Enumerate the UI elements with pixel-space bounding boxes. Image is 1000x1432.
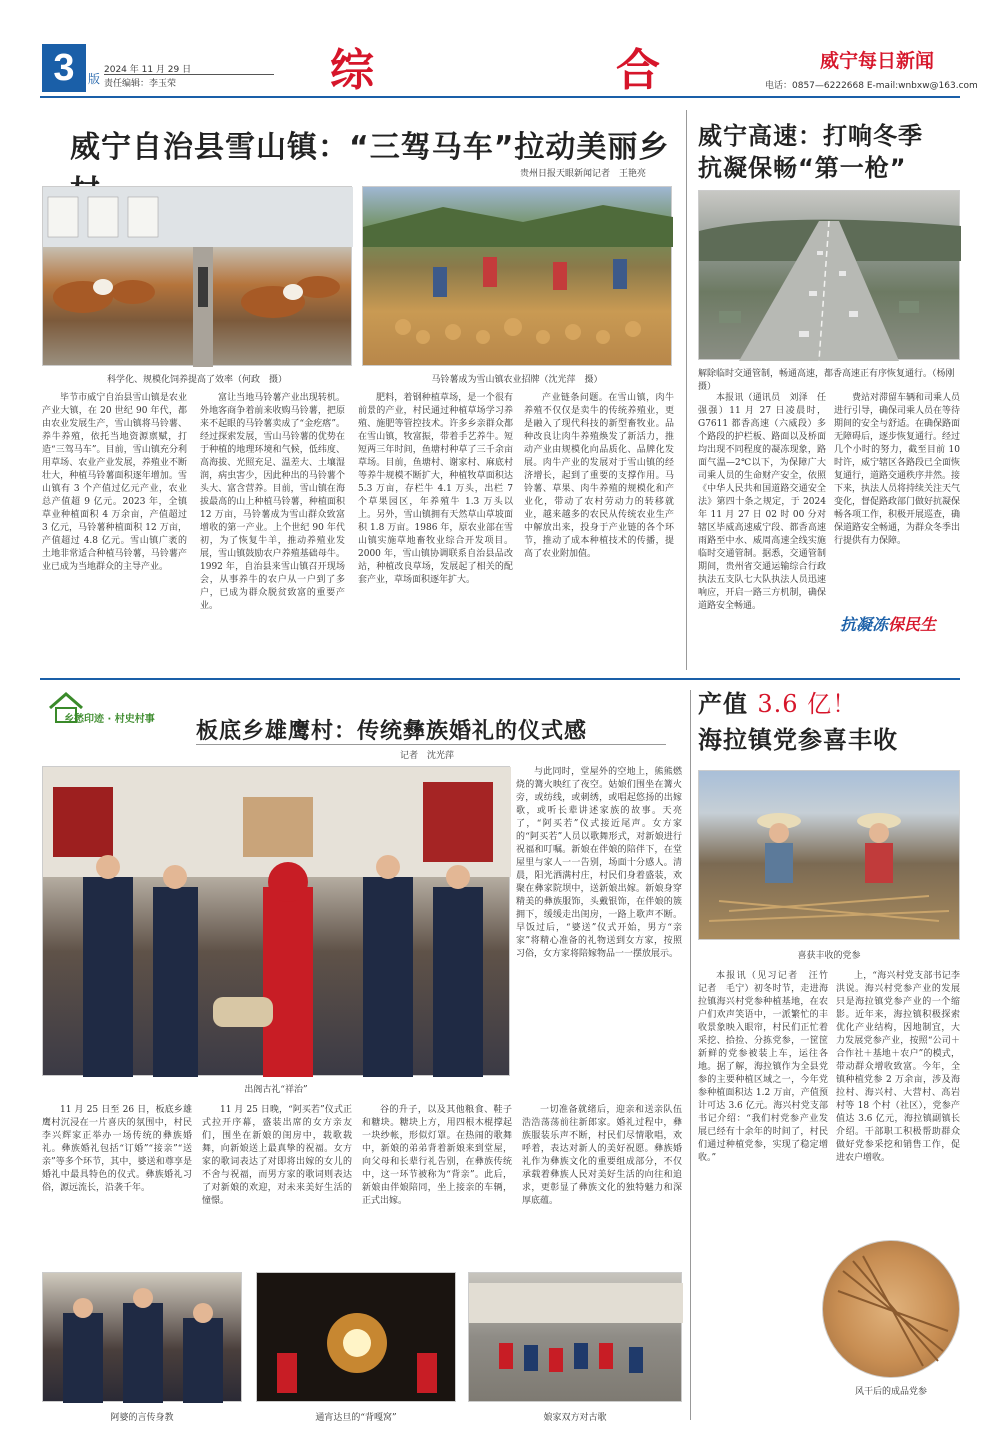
article1-photo2-caption: 马铃薯成为雪山镇农业招牌（沈光萍 摄） [431, 375, 603, 385]
article3-headline-rule [196, 744, 666, 745]
article1-col-3 [358, 392, 513, 672]
article3-col-c [362, 1104, 512, 1264]
article4-photo-harvest [698, 770, 960, 940]
article1-col-3-text: 肥料，着钢种植草场，是一个很有前景的产业，村民通过种植草场学习养殖、施肥等管控技术。许多乡亲群众都在雪山镇，牧富振，带着手艺养牛。短短两三年时间，鱼塘村种草了三千余亩草场。目前，鱼塘村、谢家村、麻底村等养牛规模不断扩大，种植牧草面积达 5.3 万亩，存栏牛 4.1 万头，出栏 7 个草果园区，年养殖牛 1.3 万头以上。另外，雪山镇拥有天然草山草坡面积 1.8 万亩。1986 年，原农业部在雪山镇实施草地畜牧业综合开发项目。2000 年，雪山镇协调联系自治县品改站，种植改良草场，发展起了相关的配套产业，草场面积逐年扩大。 [358, 393, 513, 585]
article4-col-2-text: 上，“海兴村党支部书记李洪说。海兴村党参产业的发展只是海拉镇党参产业的一个缩影。近年来，海拉镇积极探索优化产业结构，因地制宜，大力发展党参产业，按照“公司＋合作社＋基地＋农户”的模式，带动群众增收致富。今年，全镇种植党参 2 万余亩，涉及海拉村、海兴村、大营村、高岩村等 18 个村（社区），党参产值达 3.6 亿元，海拉镇副镇长介绍。干部职工积极帮助群众做好党参采挖和销售工作，促进农户增收。 [836, 971, 960, 1163]
article3-col-right-text: 与此同时，堂屋外的空地上，熊熊燃烧的篝火映红了夜空。姑娘们围坐在篝火旁，或纺线，或刺绣，或唱起悠扬的出嫁歌，或听长辈讲述家族的故事。天亮了，“阿买若”仪式接近尾声。女方家的“阿买若”人员以歌舞形式，对新娘进行祝福和叮嘱。新娘在伴娘的陪伴下，在堂屋里与家人一一告别，场面十分感人。清晨，阳光洒满村庄，村民们身着盛装，欢聚在彝家院坝中，送新娘出嫁。新娘身穿精美的彝族服饰，头戴银饰，在伴娘的簇拥下，缓缓走出闺房，一路上歌声不断。早饭过后，“婆送”仪式开始，男方“亲家”将精心准备的礼物送到女方家，按照习俗，女方家将陪嫁物品一一摆放展示。 [516, 767, 682, 959]
article1-col-4 [524, 392, 674, 672]
tagline-part-b: 保民生 [888, 615, 937, 634]
column-divider [686, 110, 687, 670]
article4-headline-num: 3.6 亿！ [757, 690, 858, 718]
article3-col-c-text: 谷的升子，以及其他粮食、鞋子和糖块。糖块上方，用四根木棍撑起一块纱帐，形似灯罩。在热闹的歌舞中，新娘的弟弟背着新娘来到堂屋，向父母和长辈行礼告别，在彝族传统中，这一环节被称为“背亲”。此后，新娘由伴娘陪同，坐上接亲的车辆，正式出嫁。 [362, 1105, 512, 1206]
article3-col-b [202, 1104, 352, 1264]
article3-photo-b3-caption: 娘家双方对古歌 [543, 1413, 607, 1423]
article2-headline-line1: 威宁高速：打响冬季 [698, 122, 923, 150]
article1-col-2-text: 富让当地马铃薯产业出现转机。外地客商争着前来收购马铃薯，把原来不起眼的马铃薯卖成了“金疙瘩”。经过探索发展，雪山马铃薯的优势在于种植的地理环境和气候，低纬度、高海拔、光照充足、温差大、土壤湿润，病虫害少，因此种出的马铃薯个头大、富含营养。目前，雪山镇在海拔最高的山上种植马铃薯，种植面积 12 万亩，马铃薯成为雪山群众致富增收的第一产业。上个世纪 90 年代初，为了恢复牛羊，推动养殖业发展，雪山镇鼓励农户养殖基础母牛。1992 年，自治县来雪山镇召开现场会，从事养牛的农户从一户到了多户，已成为群众脱贫致富的重要产业。 [200, 393, 345, 611]
article3-col-d [522, 1104, 682, 1264]
section-logo [46, 690, 170, 726]
article2-photo-caption: 解除临时交通管制，畅通高速，都香高速正有序恢复通行。（杨刚 摄） [698, 369, 964, 392]
article3-main-photo-caption: 出阁古礼“祥治” [244, 1085, 308, 1095]
section-title [330, 34, 660, 98]
issue-date: 2024 年 11 月 29 日 [104, 65, 192, 75]
article1-photo-cattle [42, 186, 352, 366]
article3-byline: 记者 沈光萍 [400, 751, 455, 761]
article4-col-1 [698, 970, 838, 1410]
article4-headline-pre: 产值 [698, 690, 748, 718]
paper-name: 威宁每日新闻 [820, 50, 935, 72]
article2-headline-line2: 抗凝保畅“第一枪” [698, 154, 907, 182]
article3-col-d-text: 一切准备就绪后，迎亲和送亲队伍浩浩荡荡前往新郎家。婚礼过程中，彝族服装乐声不断，村民们尽情歌唱，欢呼着，表达对新人的美好祝愿。彝族婚礼作为彝族文化的重要组成部分，不仅承载着彝族人民对美好生活的向往和追求，更彰显了彝族文化的独特魅力和深厚底蕴。 [522, 1105, 682, 1206]
column-divider-lower [690, 690, 691, 1420]
article3-photo-b2-caption: 通宵达旦的“背嘎窝” [315, 1413, 397, 1423]
article4-col-1-text: 本报讯（见习记者 汪竹 记者 毛宁）初冬时节，走进海拉镇海兴村党参种植基地，在农户们欢声笑语中，一派繁忙的丰收景象映入眼帘，村民们正忙着采挖、拾捡、分拣党参，一筐筐新鲜的党参被装上车，运往各地。据了解，海拉镇作为全县党参的主要种植区域之一，今年党参种植面积达 1.2 万亩，产值预计可达 3.6 亿元。海兴村党支部书记介绍：“我们村党参产业发展已经有十余年的时间了，村民们通过种植党参，实现了稳定增收。” [698, 971, 838, 1163]
article4-col-2 [836, 970, 960, 1230]
article3-photo-b2 [256, 1272, 456, 1402]
section-logo-part-b: 村史村事 [114, 714, 155, 725]
article3-photo-b3 [468, 1272, 682, 1402]
contact-info: 电话：0857—6222668 E-mail:wnbxw@163.com [765, 81, 978, 91]
article3-headline: 板底乡雄鹰村：传统彝族婚礼的仪式感 [196, 719, 588, 744]
section-title-char-2: 合 [616, 45, 660, 96]
article4-photo2-caption: 风干后的成品党参 [854, 1387, 927, 1397]
article1-col-2 [200, 392, 345, 672]
article4-headline [698, 686, 960, 758]
article3-photo-b1-caption: 阿婆的言传身教 [110, 1413, 174, 1423]
article3-col-b-text: 11 月 25 日晚，“阿买若”仪式正式拉开序幕，盛装出席的女方亲友们，围坐在新娘的闺房中，载歌载舞，向新娘送上最真挚的祝福。女方家的歌词表达了对即将出嫁的女儿的不舍与祝福，而男方家的歌词则表达了对新娘的欢迎，对未来美好生活的憧憬。 [202, 1105, 352, 1206]
article3-col-a [42, 1104, 192, 1264]
section-title-char-1: 综 [330, 45, 374, 96]
article3-col-a-text: 11 月 25 日至 26 日，板底乡雄鹰村沉浸在一片喜庆的氛围中，村民李兴辉家正举办一场传统的彝族婚礼。彝族婚礼包括“订婚”“接亲”“送亲”等多个环节，其中，婆送和尊享是婚礼中最具特色的仪式。彝族婚礼习俗，源远流长，沿袭千年。 [42, 1105, 192, 1193]
article2-col-2 [834, 392, 960, 602]
article1-photo1-caption: 科学化、规模化饲养提高了效率（何政 摄） [106, 375, 287, 385]
article2-headline [698, 120, 960, 184]
masthead-divider [40, 96, 960, 98]
masthead-rule [104, 74, 274, 75]
article2-col-1-text: 本报讯（通讯员 刘泽 任强强）11 月 27 日凌晨时，G7611 都香高速（六威段）多个路段的护栏板、路面以及桥面均出现不同程度的凝冻现象，路面气温—2℃以下，为保障广大司乘人员的生命财产安全，依照《中华人民共和国道路交通安全法》第四十条之规定，于 2024 年 11 月 27 日 02 时 00 分对辖区毕威高速威宁段、都香高速雨路至中水、威周高速全线实施临时交通管制。据悉，交通管制期间，贵州省交通运输综合行政执法五支队七大队执法人员迅速响应，开启一路三方机制，确保道路安全畅通。 [698, 393, 826, 611]
article2-col-2-text: 费站对滞留车辆和司乘人员进行引导，确保司乘人员在等待期间的安全与舒适。在确保路面无障碍后，逐步恢复通行。经过几个小时的努力，截至目前 10 时许，威宁辖区各路段已全面恢复通行，道路交通秩序井然。接下来，执法人员将持续关注天气变化，督促路政部门做好抗凝保畅各项工作，积极开展巡查，确保道路安全畅通，为群众冬季出行提供有力保障。 [834, 393, 961, 546]
article4-photo-dried [822, 1240, 960, 1378]
article1-col-1 [42, 392, 187, 672]
article4-photo-caption: 喜获丰收的党参 [797, 951, 861, 961]
article3-main-photo [42, 766, 510, 1076]
article2-col-1 [698, 392, 826, 642]
article4-headline-line2: 海拉镇党参喜丰收 [698, 726, 898, 754]
article3-photo-b1 [42, 1272, 242, 1402]
section-logo-part-a: 乡愁印迹 [64, 714, 104, 725]
section-logo-text: 乡愁印迹 · 村史村事 [64, 714, 155, 725]
article1-col-1-text: 毕节市威宁自治县雪山镇是农业产业大镇，在 20 世纪 90 年代，都由农业发展生产，雪山镇将马铃薯、养牛养殖，依托当地资源禀赋，打造“三驾马车”。目前，雪山镇充分利用草场、农业产业发展，养殖业不断壮大，种植马铃薯面积逐年增加。雪山镇有 3 个产值过亿元产业，农业总产值超 9 亿元。2023 年，全镇草业种植面积 4 万余亩，产值超过 3 亿元，马铃薯种植面积 12 万亩，产值超过 4.8 亿元。雪山镇广袤的土地非常适合种植马铃薯，马铃薯产业已成为当地群众的主导产业。 [42, 393, 187, 572]
article3-col-right [516, 766, 682, 1096]
article1-col-4-text: 产业链条问题。在雪山镇，肉牛养殖不仅仅是卖牛的传统养殖业，更是融入了现代科技的新型畜牧业。品种改良让肉牛养殖焕发了新活力，推动产业由规模化向品质化、品牌化发展。肉牛产业的发展对于雪山镇的经济增长，起到了重要的支撑作用。马铃薯、草果、肉牛养殖的规模化和产业化，带动了农村劳动力的转移就业，越来越多的农民从传统农业生产中解放出来，投身于产业链的各个环节，推动了成本种植技术的传播，提高了农业附加值。 [524, 393, 674, 559]
article1-headline: 威宁自治县雪山镇：“三驾马车”拉动美丽乡 [70, 130, 670, 165]
article1-photo-potatoes [362, 186, 672, 366]
page-suffix: 版 [88, 72, 101, 86]
article2-tagline [840, 612, 936, 635]
page-number: 3 [42, 44, 86, 92]
section-divider [40, 678, 960, 680]
article1-byline: 贵州日报天眼新闻记者 王艳亮 [520, 169, 647, 179]
editor-credit: 责任编辑：李玉荣 [104, 79, 177, 89]
article2-photo-highway [698, 190, 960, 360]
tagline-part-a: 抗凝冻 [840, 615, 889, 634]
